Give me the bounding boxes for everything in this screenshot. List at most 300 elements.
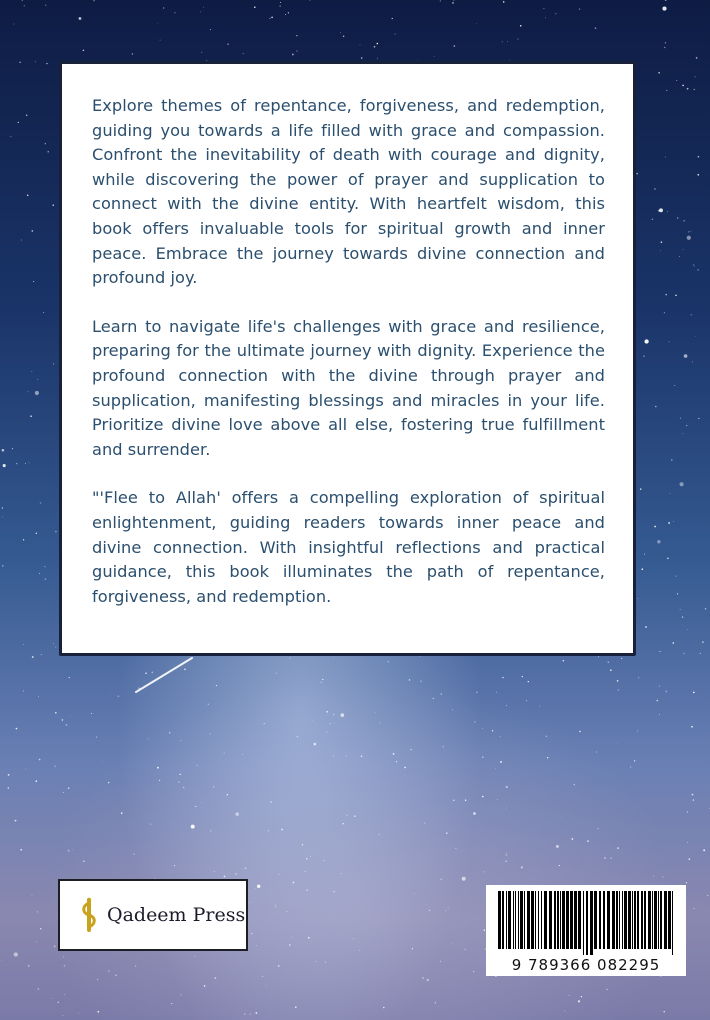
star [133,853,135,855]
star [78,1013,79,1014]
star [686,425,687,426]
star [659,686,660,687]
barcode-bar [513,891,514,949]
star [91,713,92,714]
star [598,656,599,657]
star [14,24,15,25]
star [502,41,503,42]
star [393,753,395,755]
star [654,526,656,528]
star [40,928,41,929]
star [443,746,444,747]
star [694,265,695,266]
star [25,769,26,770]
barcode-bar [570,891,573,949]
star [28,965,29,966]
star [45,4,46,5]
star [58,1002,59,1003]
star [309,0,310,1]
star [236,873,237,874]
star [2,516,3,517]
star [587,840,589,842]
star [496,692,497,693]
star [340,32,341,33]
star [670,493,671,494]
barcode-bar [660,891,662,949]
description-paragraph-3: "'Flee to Allah' offers a compelling exploration of spiritual enlightenment, guiding readers towards inner peace and divine connection. With insightful reflections and practical guidance, this book illuminates the path of repentance, forgiveness, and redemption. [92,488,605,606]
star [16,463,17,464]
star [70,716,71,717]
star [434,56,435,57]
star [617,847,619,849]
star [664,312,665,313]
star [275,905,276,906]
star [333,755,334,756]
star [244,1013,246,1015]
star [691,314,692,315]
star [644,554,645,555]
star [640,488,641,489]
star [307,889,308,890]
star [675,294,677,296]
star [159,780,160,781]
star [22,0,23,1]
star [691,726,693,728]
star [657,540,660,543]
star [326,711,328,713]
star [138,687,140,689]
star [53,205,54,206]
star [10,136,11,137]
star [281,829,283,831]
star [427,979,429,981]
star [53,643,54,644]
star [484,930,485,931]
barcode-bar [515,891,516,949]
star [353,938,354,939]
star [204,985,206,987]
star [441,693,442,694]
star [18,122,19,123]
star [446,910,447,911]
star [292,54,294,56]
star [569,995,570,996]
star [642,568,644,570]
star [666,90,667,91]
star [224,753,225,754]
star [255,888,256,889]
star [659,208,663,212]
barcode-bar [586,891,588,955]
star [257,885,260,888]
star [506,786,508,788]
barcode-bar [632,891,633,949]
star [21,240,22,241]
barcode-bar [583,891,584,955]
star [271,16,273,18]
star [518,39,519,40]
barcode-bar [527,891,530,949]
star [64,965,66,967]
star [543,8,544,9]
star [53,363,54,364]
star [707,895,708,896]
star [645,626,647,628]
star [148,738,149,739]
star [291,937,292,938]
star [690,230,691,231]
star [688,231,689,232]
star [32,656,34,658]
star [278,965,280,967]
barcode-bar [574,891,577,949]
star [215,977,217,979]
star [424,823,425,824]
star [304,871,305,872]
barcode-bar [502,891,504,949]
star [216,685,217,686]
star [693,908,694,909]
star [377,58,378,59]
star [497,799,498,800]
star [37,379,38,380]
star [150,823,151,824]
star [41,654,42,655]
barcode-bar [634,891,636,949]
barcode-bar [628,891,631,949]
star [275,907,276,908]
star [214,871,215,872]
star [697,174,699,176]
star [700,653,701,654]
star [673,521,674,522]
star [677,593,678,594]
star [287,911,288,912]
star [38,988,40,990]
star [135,966,136,967]
star [266,986,267,987]
star [97,979,99,981]
star [285,14,286,15]
star [200,11,201,12]
star [63,1015,64,1016]
star [333,891,334,892]
star [698,418,699,419]
star [32,895,33,896]
star [692,794,694,796]
star [293,882,295,884]
star [621,658,622,659]
star [667,211,668,212]
star [630,766,631,767]
star [361,57,363,59]
star [660,250,661,251]
star [157,767,159,769]
barcode-bar [541,891,542,949]
star [262,976,263,977]
star [506,853,507,854]
star [278,874,279,875]
star [297,736,298,737]
star [547,757,548,758]
barcode-bar [590,891,593,955]
star [37,911,38,912]
star [484,871,485,872]
star [23,539,24,540]
star [308,937,310,939]
star [343,823,344,824]
star [243,53,244,54]
star [2,449,5,452]
star [521,866,523,868]
star [242,754,243,755]
star [674,385,675,386]
star [44,566,45,567]
star [24,5,25,6]
star [634,760,635,761]
star [608,661,610,663]
star [224,875,226,877]
star [506,854,508,856]
star [409,679,411,681]
star [661,241,663,243]
star [72,849,73,850]
star [637,598,638,599]
star [520,25,522,27]
star [8,774,10,776]
star [664,47,665,48]
star [97,1011,99,1013]
star [682,616,683,617]
star [322,679,323,680]
star [40,502,42,504]
star [473,812,476,815]
star [36,533,37,534]
star [383,1007,384,1008]
star [14,952,18,956]
star [208,704,209,705]
star [433,698,434,699]
star [249,902,250,903]
star [201,52,202,53]
star [693,264,694,265]
star [256,945,257,946]
star [361,755,363,757]
barcode-bar [668,891,671,949]
star [617,680,619,682]
star [171,1003,172,1004]
star [195,806,196,807]
star [671,459,673,461]
star [662,7,666,11]
star [680,609,681,610]
star [45,143,46,144]
star [581,996,582,997]
star [83,860,85,862]
barcode-bar [554,891,556,949]
star [392,18,393,19]
star [346,755,347,756]
star [684,354,688,358]
barcode-bar [508,891,511,949]
star [686,882,687,883]
barcode-bar [616,891,618,949]
star [653,876,654,877]
star [38,696,39,697]
isbn-barcode [486,885,686,976]
star [502,677,503,678]
barcode-bar [599,891,601,949]
star [693,692,695,694]
star [43,312,44,313]
star [163,7,164,8]
star [482,728,483,729]
barcode-bar [658,891,659,949]
star [315,961,316,962]
star [69,677,70,678]
star [174,865,175,866]
star [115,975,116,976]
star [160,40,161,41]
star [377,43,379,45]
star [465,800,466,801]
star [655,406,657,408]
star [8,787,9,788]
star [669,881,670,882]
star [680,418,681,419]
star [597,828,598,829]
star [16,728,18,730]
star [210,29,211,30]
star [522,676,523,677]
star [132,53,133,54]
star [310,856,311,857]
barcode-bar [538,891,539,949]
description-paragraph-1: Explore themes of repentance, forgiveness, and redemption, guiding you towards a life filled with grace and compassion. Confront the inevitability of death with courage and dignity, while discovering the power of prayer and supplication to connect with the divine entity. With heartfelt wisdom, this book offers invaluable tools for spiritual growth and inner peace. Embrace the journey towards divine connection and profound joy. [92,96,605,288]
star [539,706,540,707]
star [663,1011,664,1012]
barcode-bars [486,885,686,955]
star [692,362,693,363]
star [665,156,666,157]
star [500,761,502,763]
star [29,462,30,463]
barcode-bar [619,891,620,949]
star [677,217,679,219]
star [35,61,36,62]
star [606,989,608,991]
star [296,50,297,51]
star [474,721,475,722]
star [269,18,270,19]
barcode-bar [664,891,667,949]
star [683,220,685,222]
star [459,1003,460,1004]
star [288,12,289,13]
star [680,482,684,486]
star [295,1006,297,1008]
star [340,713,344,717]
star [422,977,423,978]
star [268,830,269,831]
star [667,557,669,559]
star [108,782,109,783]
star [414,893,415,894]
star [395,34,396,35]
star [20,849,22,851]
star [659,714,660,715]
star [604,857,606,859]
star [302,844,303,845]
star [354,815,356,817]
star [251,933,252,934]
barcode-bar [594,891,597,949]
star [245,867,247,869]
star [64,994,65,995]
star [321,682,323,684]
star [506,705,507,706]
star [102,761,103,762]
star [379,723,380,724]
star [26,114,28,116]
star [482,756,483,757]
barcode-bar [506,891,507,949]
star [675,575,676,576]
star [636,173,638,175]
star [145,672,147,674]
star [448,908,449,909]
star [1,960,2,961]
star [698,156,700,158]
star [396,761,397,762]
star [579,731,580,732]
star [683,433,684,434]
star [68,850,70,852]
star [45,578,46,579]
star [83,50,84,51]
star [32,371,33,372]
star [55,531,57,533]
star [35,391,39,395]
star [695,77,696,78]
star [676,80,677,81]
star [565,1011,566,1012]
star [178,781,179,782]
star [23,644,24,645]
barcode-bar [641,891,643,949]
star [595,27,597,29]
star [638,677,639,678]
star [306,858,307,859]
star [36,941,37,942]
star [263,723,265,725]
star [696,57,698,59]
star [279,5,281,7]
star [30,415,32,417]
star [500,736,501,737]
star [669,341,670,342]
barcode-bar [524,891,525,949]
star [326,732,327,733]
star [254,7,255,8]
star [388,661,389,662]
star [637,730,638,731]
star [121,812,123,814]
star [66,724,68,726]
star [108,970,110,972]
barcode-bar [531,891,534,949]
barcode-bar [612,891,615,949]
